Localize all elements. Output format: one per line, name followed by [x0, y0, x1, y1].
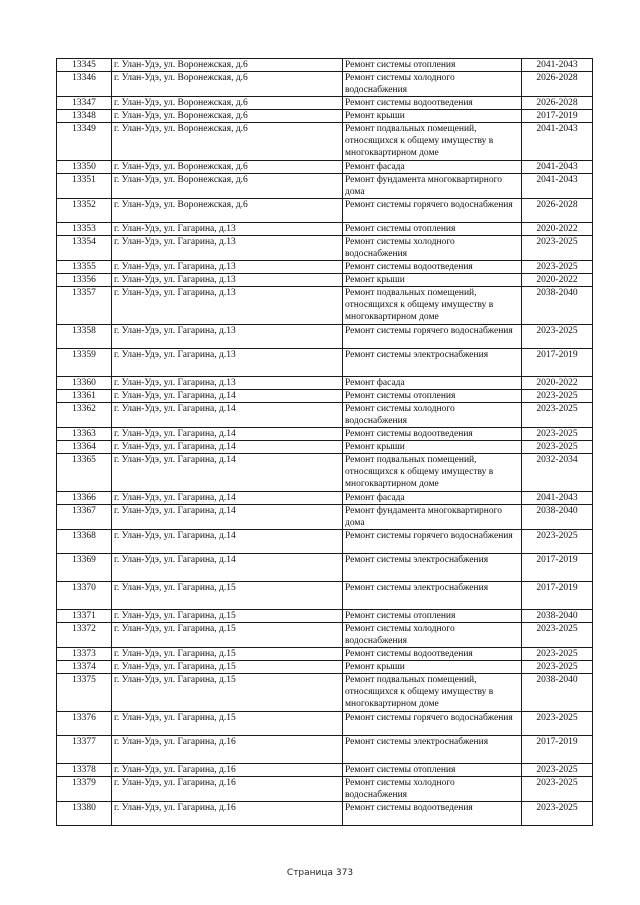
row-number: 13360 [57, 377, 112, 390]
row-address: г. Улан-Удэ, ул. Воронежская, д.6 [112, 123, 343, 161]
row-number: 13368 [57, 530, 112, 554]
row-term: 2020-2022 [522, 274, 593, 287]
row-number: 13379 [57, 777, 112, 802]
row-term: 2020-2022 [522, 377, 593, 390]
row-address: г. Улан-Удэ, ул. Гагарина, д.14 [112, 530, 343, 554]
row-number: 13376 [57, 712, 112, 736]
row-number: 13350 [57, 161, 112, 174]
row-address: г. Улан-Удэ, ул. Гагарина, д.15 [112, 712, 343, 736]
row-number: 13365 [57, 454, 112, 492]
row-term: 2023-2025 [522, 403, 593, 428]
repair-schedule-table [56, 58, 593, 826]
row-term: 2041-2043 [522, 174, 593, 199]
row-work-type: Ремонт системы отопления [343, 390, 522, 403]
row-number: 13367 [57, 505, 112, 530]
row-number: 13352 [57, 199, 112, 223]
row-address: г. Улан-Удэ, ул. Воронежская, д.6 [112, 59, 343, 72]
row-address: г. Улан-Удэ, ул. Гагарина, д.13 [112, 274, 343, 287]
row-term: 2038-2040 [522, 505, 593, 530]
row-number: 13366 [57, 492, 112, 505]
row-number: 13347 [57, 97, 112, 110]
row-address: г. Улан-Удэ, ул. Гагарина, д.15 [112, 610, 343, 623]
table-row [57, 582, 593, 610]
table-row [57, 199, 593, 223]
table-row [57, 454, 593, 492]
row-address: г. Улан-Удэ, ул. Гагарина, д.16 [112, 764, 343, 777]
row-term: 2017-2019 [522, 110, 593, 123]
table-row [57, 777, 593, 802]
row-term: 2023-2025 [522, 712, 593, 736]
table-row [57, 161, 593, 174]
row-term: 2017-2019 [522, 349, 593, 377]
table-row [57, 736, 593, 764]
row-work-type: Ремонт фундамента многоквартирного дома [343, 505, 522, 530]
table-row [57, 610, 593, 623]
row-address: г. Улан-Удэ, ул. Воронежская, д.6 [112, 72, 343, 97]
table-row [57, 59, 593, 72]
row-number: 13364 [57, 441, 112, 454]
row-term: 2032-2034 [522, 454, 593, 492]
table-row [57, 287, 593, 325]
row-term: 2023-2025 [522, 648, 593, 661]
table-row [57, 441, 593, 454]
page-number: Страница 373 [286, 868, 354, 878]
row-number: 13348 [57, 110, 112, 123]
row-work-type: Ремонт фасада [343, 377, 522, 390]
row-number: 13375 [57, 674, 112, 712]
table-row [57, 492, 593, 505]
row-address: г. Улан-Удэ, ул. Гагарина, д.14 [112, 554, 343, 582]
row-term: 2023-2025 [522, 661, 593, 674]
table-row [57, 110, 593, 123]
row-term: 2023-2025 [522, 261, 593, 274]
row-work-type: Ремонт подвальных помещений, относящихся к общему имуществу в многоквартирном доме [343, 674, 522, 712]
row-number: 13377 [57, 736, 112, 764]
table-row [57, 390, 593, 403]
row-number: 13374 [57, 661, 112, 674]
table-row [57, 648, 593, 661]
row-address: г. Улан-Удэ, ул. Воронежская, д.6 [112, 97, 343, 110]
row-term: 2023-2025 [522, 802, 593, 826]
row-term: 2041-2043 [522, 123, 593, 161]
row-work-type: Ремонт системы электроснабжения [343, 582, 522, 610]
row-address: г. Улан-Удэ, ул. Гагарина, д.15 [112, 648, 343, 661]
row-address: г. Улан-Удэ, ул. Гагарина, д.13 [112, 261, 343, 274]
row-work-type: Ремонт системы холодного водоснабжения [343, 236, 522, 261]
row-address: г. Улан-Удэ, ул. Воронежская, д.6 [112, 199, 343, 223]
table-body [57, 59, 593, 826]
table-row [57, 97, 593, 110]
row-address: г. Улан-Удэ, ул. Гагарина, д.16 [112, 802, 343, 826]
row-number: 13357 [57, 287, 112, 325]
row-address: г. Улан-Удэ, ул. Гагарина, д.14 [112, 403, 343, 428]
row-work-type: Ремонт системы горячего водоснабжения [343, 712, 522, 736]
table-row [57, 123, 593, 161]
row-address: г. Улан-Удэ, ул. Воронежская, д.6 [112, 161, 343, 174]
table-row [57, 377, 593, 390]
row-number: 13345 [57, 59, 112, 72]
row-work-type: Ремонт системы отопления [343, 610, 522, 623]
row-term: 2038-2040 [522, 610, 593, 623]
row-address: г. Улан-Удэ, ул. Воронежская, д.6 [112, 110, 343, 123]
row-work-type: Ремонт системы электроснабжения [343, 554, 522, 582]
row-work-type: Ремонт системы отопления [343, 59, 522, 72]
row-work-type: Ремонт системы холодного водоснабжения [343, 777, 522, 802]
row-number: 13355 [57, 261, 112, 274]
row-number: 13371 [57, 610, 112, 623]
row-address: г. Улан-Удэ, ул. Воронежская, д.6 [112, 174, 343, 199]
row-work-type: Ремонт системы водоотведения [343, 802, 522, 826]
row-work-type: Ремонт крыши [343, 661, 522, 674]
row-address: г. Улан-Удэ, ул. Гагарина, д.13 [112, 325, 343, 349]
row-number: 13349 [57, 123, 112, 161]
row-term: 2023-2025 [522, 764, 593, 777]
row-term: 2020-2022 [522, 223, 593, 236]
row-number: 13359 [57, 349, 112, 377]
row-work-type: Ремонт системы холодного водоснабжения [343, 403, 522, 428]
row-address: г. Улан-Удэ, ул. Гагарина, д.15 [112, 582, 343, 610]
row-address: г. Улан-Удэ, ул. Гагарина, д.13 [112, 287, 343, 325]
row-work-type: Ремонт системы отопления [343, 764, 522, 777]
row-work-type: Ремонт системы холодного водоснабжения [343, 623, 522, 648]
row-number: 13362 [57, 403, 112, 428]
row-address: г. Улан-Удэ, ул. Гагарина, д.15 [112, 661, 343, 674]
row-number: 13361 [57, 390, 112, 403]
row-work-type: Ремонт крыши [343, 274, 522, 287]
row-term: 2023-2025 [522, 390, 593, 403]
row-number: 13351 [57, 174, 112, 199]
row-term: 2041-2043 [522, 161, 593, 174]
table-row [57, 530, 593, 554]
row-term: 2023-2025 [522, 325, 593, 349]
row-work-type: Ремонт системы водоотведения [343, 261, 522, 274]
table-row [57, 623, 593, 648]
row-address: г. Улан-Удэ, ул. Гагарина, д.15 [112, 674, 343, 712]
table-row [57, 802, 593, 826]
row-work-type: Ремонт подвальных помещений, относящихся к общему имуществу в многоквартирном доме [343, 287, 522, 325]
row-work-type: Ремонт крыши [343, 441, 522, 454]
row-term: 2038-2040 [522, 287, 593, 325]
table-row [57, 72, 593, 97]
row-work-type: Ремонт системы горячего водоснабжения [343, 199, 522, 223]
row-work-type: Ремонт системы электроснабжения [343, 736, 522, 764]
table-row [57, 325, 593, 349]
row-number: 13372 [57, 623, 112, 648]
table-row [57, 428, 593, 441]
row-work-type: Ремонт системы водоотведения [343, 648, 522, 661]
row-term: 2026-2028 [522, 72, 593, 97]
row-work-type: Ремонт фасада [343, 161, 522, 174]
row-address: г. Улан-Удэ, ул. Гагарина, д.14 [112, 454, 343, 492]
table-row [57, 274, 593, 287]
table-row [57, 661, 593, 674]
row-number: 13353 [57, 223, 112, 236]
row-number: 13346 [57, 72, 112, 97]
row-term: 2017-2019 [522, 554, 593, 582]
table-row [57, 554, 593, 582]
table-row [57, 505, 593, 530]
row-number: 13373 [57, 648, 112, 661]
table-row [57, 174, 593, 199]
row-term: 2041-2043 [522, 492, 593, 505]
row-work-type: Ремонт системы водоотведения [343, 428, 522, 441]
row-address: г. Улан-Удэ, ул. Гагарина, д.13 [112, 377, 343, 390]
table-row [57, 403, 593, 428]
row-number: 13369 [57, 554, 112, 582]
row-work-type: Ремонт системы водоотведения [343, 97, 522, 110]
table-row [57, 349, 593, 377]
row-work-type: Ремонт крыши [343, 110, 522, 123]
row-address: г. Улан-Удэ, ул. Гагарина, д.13 [112, 349, 343, 377]
row-number: 13358 [57, 325, 112, 349]
row-number: 13363 [57, 428, 112, 441]
row-term: 2023-2025 [522, 236, 593, 261]
row-address: г. Улан-Удэ, ул. Гагарина, д.13 [112, 223, 343, 236]
row-work-type: Ремонт фасада [343, 492, 522, 505]
row-number: 13380 [57, 802, 112, 826]
row-term: 2023-2025 [522, 623, 593, 648]
row-work-type: Ремонт фундамента многоквартирного дома [343, 174, 522, 199]
table-row [57, 764, 593, 777]
row-term: 2041-2043 [522, 59, 593, 72]
row-term: 2026-2028 [522, 199, 593, 223]
table-row [57, 236, 593, 261]
row-address: г. Улан-Удэ, ул. Гагарина, д.14 [112, 492, 343, 505]
row-term: 2026-2028 [522, 97, 593, 110]
table-row [57, 261, 593, 274]
row-address: г. Улан-Удэ, ул. Гагарина, д.14 [112, 441, 343, 454]
row-address: г. Улан-Удэ, ул. Гагарина, д.15 [112, 623, 343, 648]
row-address: г. Улан-Удэ, ул. Гагарина, д.14 [112, 428, 343, 441]
row-work-type: Ремонт системы горячего водоснабжения [343, 325, 522, 349]
row-term: 2023-2025 [522, 428, 593, 441]
document-page [56, 58, 593, 826]
row-address: г. Улан-Удэ, ул. Гагарина, д.13 [112, 236, 343, 261]
row-address: г. Улан-Удэ, ул. Гагарина, д.16 [112, 777, 343, 802]
table-row [57, 674, 593, 712]
row-number: 13370 [57, 582, 112, 610]
row-work-type: Ремонт системы электроснабжения [343, 349, 522, 377]
row-term: 2023-2025 [522, 530, 593, 554]
row-work-type: Ремонт системы отопления [343, 223, 522, 236]
row-work-type: Ремонт подвальных помещений, относящихся к общему имуществу в многоквартирном доме [343, 123, 522, 161]
row-address: г. Улан-Удэ, ул. Гагарина, д.14 [112, 505, 343, 530]
row-number: 13354 [57, 236, 112, 261]
row-term: 2023-2025 [522, 777, 593, 802]
row-term: 2038-2040 [522, 674, 593, 712]
row-term: 2017-2019 [522, 736, 593, 764]
row-term: 2017-2019 [522, 582, 593, 610]
row-term: 2023-2025 [522, 441, 593, 454]
table-row [57, 712, 593, 736]
row-work-type: Ремонт системы холодного водоснабжения [343, 72, 522, 97]
row-number: 13356 [57, 274, 112, 287]
row-work-type: Ремонт системы горячего водоснабжения [343, 530, 522, 554]
row-address: г. Улан-Удэ, ул. Гагарина, д.14 [112, 390, 343, 403]
row-address: г. Улан-Удэ, ул. Гагарина, д.16 [112, 736, 343, 764]
table-row [57, 223, 593, 236]
row-work-type: Ремонт подвальных помещений, относящихся к общему имуществу в многоквартирном доме [343, 454, 522, 492]
row-number: 13378 [57, 764, 112, 777]
